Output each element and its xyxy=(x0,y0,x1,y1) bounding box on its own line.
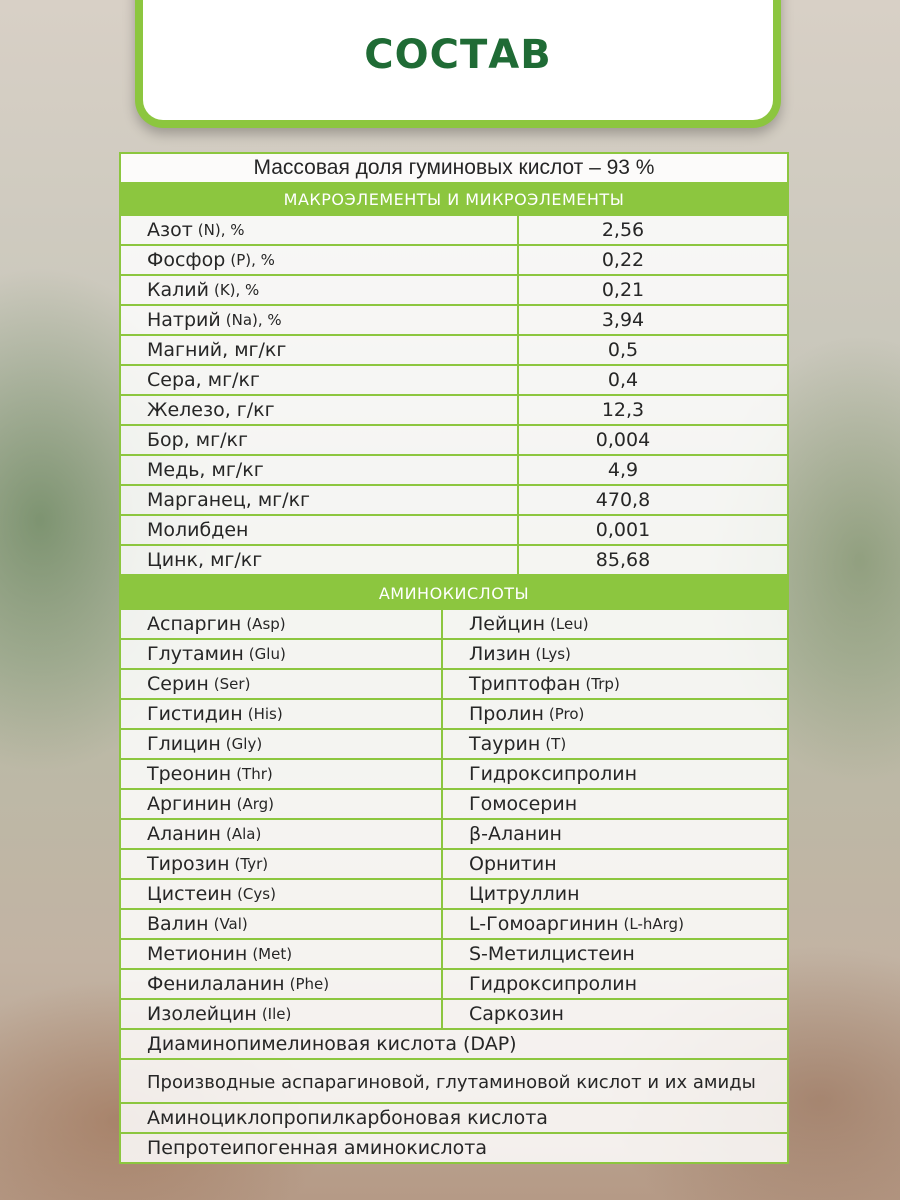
amino-abbr: (Trp) xyxy=(585,675,620,693)
amino-row xyxy=(121,610,787,640)
amino-name: Изолейцин xyxy=(147,1003,257,1025)
amino-abbr: (Ile) xyxy=(261,1005,292,1023)
macro-table xyxy=(121,216,787,576)
element-value: 3,94 xyxy=(519,306,787,334)
amino-acid-left xyxy=(121,1000,443,1028)
amino-name: Валин xyxy=(147,913,209,935)
amino-table xyxy=(121,610,787,1162)
amino-name: Саркозин xyxy=(469,1003,564,1025)
amino-acid-right xyxy=(443,1000,787,1028)
element-value: 0,21 xyxy=(519,276,787,304)
element-name xyxy=(121,306,519,334)
amino-row xyxy=(121,940,787,970)
amino-row xyxy=(121,730,787,760)
amino-full-row xyxy=(121,1134,787,1162)
element-name xyxy=(121,246,519,274)
amino-name: L-Гомоаргинин xyxy=(469,913,619,935)
macro-row xyxy=(121,366,787,396)
element-label: Азот xyxy=(147,219,193,241)
header-card xyxy=(135,0,781,128)
composition-table xyxy=(119,152,789,1164)
amino-full-text: Аминоциклопропилкарбоновая кислота xyxy=(121,1104,787,1132)
element-label: Железо, г/кг xyxy=(147,399,275,421)
amino-abbr: (Val) xyxy=(213,915,248,933)
element-value: 12,3 xyxy=(519,396,787,424)
amino-abbr: (Cys) xyxy=(237,885,276,903)
amino-abbr: (Leu) xyxy=(550,615,589,633)
amino-acid-left xyxy=(121,880,443,908)
amino-row xyxy=(121,910,787,940)
amino-abbr: (Arg) xyxy=(236,795,274,813)
amino-name: Треонин xyxy=(147,763,232,785)
amino-acid-left xyxy=(121,970,443,998)
amino-acid-right xyxy=(443,730,787,758)
amino-acid-left xyxy=(121,700,443,728)
amino-name: Лейцин xyxy=(469,613,546,635)
amino-acid-left xyxy=(121,640,443,668)
amino-name: Таурин xyxy=(469,733,541,755)
amino-name: Гидроксипролин xyxy=(469,763,638,785)
amino-name: Лизин xyxy=(469,643,531,665)
element-name xyxy=(121,516,519,544)
amino-abbr: (Ser) xyxy=(213,675,251,693)
amino-heading: АМИНОКИСЛОТЫ xyxy=(121,576,787,610)
amino-abbr: (T) xyxy=(545,735,567,753)
element-name xyxy=(121,366,519,394)
element-name xyxy=(121,336,519,364)
amino-name: Аланин xyxy=(147,823,221,845)
amino-name: S-Метилцистеин xyxy=(469,943,635,965)
element-unit: (Na), % xyxy=(225,311,282,329)
amino-acid-right xyxy=(443,820,787,848)
element-value: 0,001 xyxy=(519,516,787,544)
amino-row xyxy=(121,790,787,820)
element-value: 0,4 xyxy=(519,366,787,394)
amino-acid-right xyxy=(443,700,787,728)
amino-abbr: (Asp) xyxy=(246,615,286,633)
element-unit: (N), % xyxy=(197,221,245,239)
macro-heading: МАКРОЭЛЕМЕНТЫ И МИКРОЭЛЕМЕНТЫ xyxy=(121,184,787,216)
amino-abbr: (Met) xyxy=(252,945,293,963)
amino-acid-left xyxy=(121,610,443,638)
element-value: 0,5 xyxy=(519,336,787,364)
amino-full-row xyxy=(121,1060,787,1104)
amino-row xyxy=(121,970,787,1000)
amino-acid-left xyxy=(121,730,443,758)
amino-acid-left xyxy=(121,670,443,698)
macro-row xyxy=(121,456,787,486)
element-value: 4,9 xyxy=(519,456,787,484)
amino-name: Фенилаланин xyxy=(147,973,285,995)
amino-acid-right xyxy=(443,940,787,968)
element-name xyxy=(121,486,519,514)
amino-name: Глицин xyxy=(147,733,221,755)
amino-acid-right xyxy=(443,670,787,698)
amino-abbr: (Glu) xyxy=(248,645,286,663)
amino-name: Цитруллин xyxy=(469,883,580,905)
amino-acid-right xyxy=(443,790,787,818)
macro-row xyxy=(121,516,787,546)
amino-acid-left xyxy=(121,760,443,788)
amino-name: Пролин xyxy=(469,703,544,725)
amino-abbr: (His) xyxy=(247,705,283,723)
macro-row xyxy=(121,486,787,516)
amino-name: Серин xyxy=(147,673,209,695)
macro-row xyxy=(121,336,787,366)
amino-name: Метионин xyxy=(147,943,248,965)
amino-full-text: Пепротеипогенная аминокислота xyxy=(121,1134,787,1162)
amino-acid-right xyxy=(443,910,787,938)
amino-abbr: (Pro) xyxy=(548,705,585,723)
amino-name: Аспаргин xyxy=(147,613,242,635)
amino-abbr: (Phe) xyxy=(289,975,330,993)
amino-row xyxy=(121,850,787,880)
macro-row xyxy=(121,276,787,306)
amino-acid-left xyxy=(121,940,443,968)
amino-acid-right xyxy=(443,640,787,668)
amino-row xyxy=(121,670,787,700)
amino-name: Тирозин xyxy=(147,853,230,875)
macro-row xyxy=(121,306,787,336)
macro-row xyxy=(121,546,787,576)
element-label: Калий xyxy=(147,279,209,301)
amino-acid-left xyxy=(121,850,443,878)
amino-name: Глутамин xyxy=(147,643,244,665)
amino-abbr: (Thr) xyxy=(236,765,273,783)
amino-name: Аргинин xyxy=(147,793,232,815)
element-value: 2,56 xyxy=(519,216,787,244)
element-label: Фосфор xyxy=(147,249,226,271)
amino-acid-right xyxy=(443,880,787,908)
macro-row xyxy=(121,246,787,276)
element-label: Сера, мг/кг xyxy=(147,369,260,391)
amino-acid-right xyxy=(443,610,787,638)
amino-abbr: (L-hArg) xyxy=(623,915,684,933)
element-label: Медь, мг/кг xyxy=(147,459,264,481)
amino-row xyxy=(121,880,787,910)
amino-row xyxy=(121,820,787,850)
amino-name: Гистидин xyxy=(147,703,243,725)
amino-name: Орнитин xyxy=(469,853,557,875)
element-value: 85,68 xyxy=(519,546,787,574)
amino-abbr: (Gly) xyxy=(225,735,263,753)
amino-abbr: (Tyr) xyxy=(234,855,269,873)
element-label: Молибден xyxy=(147,519,249,541)
amino-full-row xyxy=(121,1104,787,1134)
amino-row xyxy=(121,760,787,790)
amino-acid-left xyxy=(121,820,443,848)
amino-abbr: (Ala) xyxy=(225,825,262,843)
amino-name: Цистеин xyxy=(147,883,233,905)
humic-acid-share: Массовая доля гуминовых кислот – 93 % xyxy=(121,154,787,184)
element-name xyxy=(121,276,519,304)
element-label: Цинк, мг/кг xyxy=(147,549,263,571)
amino-acid-right xyxy=(443,970,787,998)
macro-row xyxy=(121,396,787,426)
macro-row xyxy=(121,216,787,246)
element-label: Натрий xyxy=(147,309,221,331)
element-name xyxy=(121,216,519,244)
amino-acid-right xyxy=(443,850,787,878)
amino-name: Триптофан xyxy=(469,673,581,695)
element-unit: (P), % xyxy=(230,251,275,269)
amino-row xyxy=(121,640,787,670)
element-label: Бор, мг/кг xyxy=(147,429,248,451)
element-name xyxy=(121,546,519,574)
element-unit: (K), % xyxy=(213,281,260,299)
amino-full-row xyxy=(121,1030,787,1060)
amino-row xyxy=(121,700,787,730)
element-label: Марганец, мг/кг xyxy=(147,489,311,511)
element-value: 470,8 xyxy=(519,486,787,514)
element-label: Магний, мг/кг xyxy=(147,339,287,361)
amino-name: Гомосерин xyxy=(469,793,578,815)
amino-acid-right xyxy=(443,760,787,788)
page-title: СОСТАВ xyxy=(364,32,552,78)
element-value: 0,004 xyxy=(519,426,787,454)
amino-name: Гидроксипролин xyxy=(469,973,638,995)
amino-full-text: Производные аспарагиновой, глутаминовой кислот и их амиды xyxy=(121,1060,787,1102)
element-name xyxy=(121,426,519,454)
amino-name: β-Аланин xyxy=(469,823,562,845)
element-name xyxy=(121,456,519,484)
amino-abbr: (Lys) xyxy=(535,645,571,663)
element-name xyxy=(121,396,519,424)
element-value: 0,22 xyxy=(519,246,787,274)
macro-row xyxy=(121,426,787,456)
amino-acid-left xyxy=(121,790,443,818)
amino-acid-left xyxy=(121,910,443,938)
amino-row xyxy=(121,1000,787,1030)
amino-full-text: Диаминопимелиновая кислота (DAP) xyxy=(121,1030,787,1058)
